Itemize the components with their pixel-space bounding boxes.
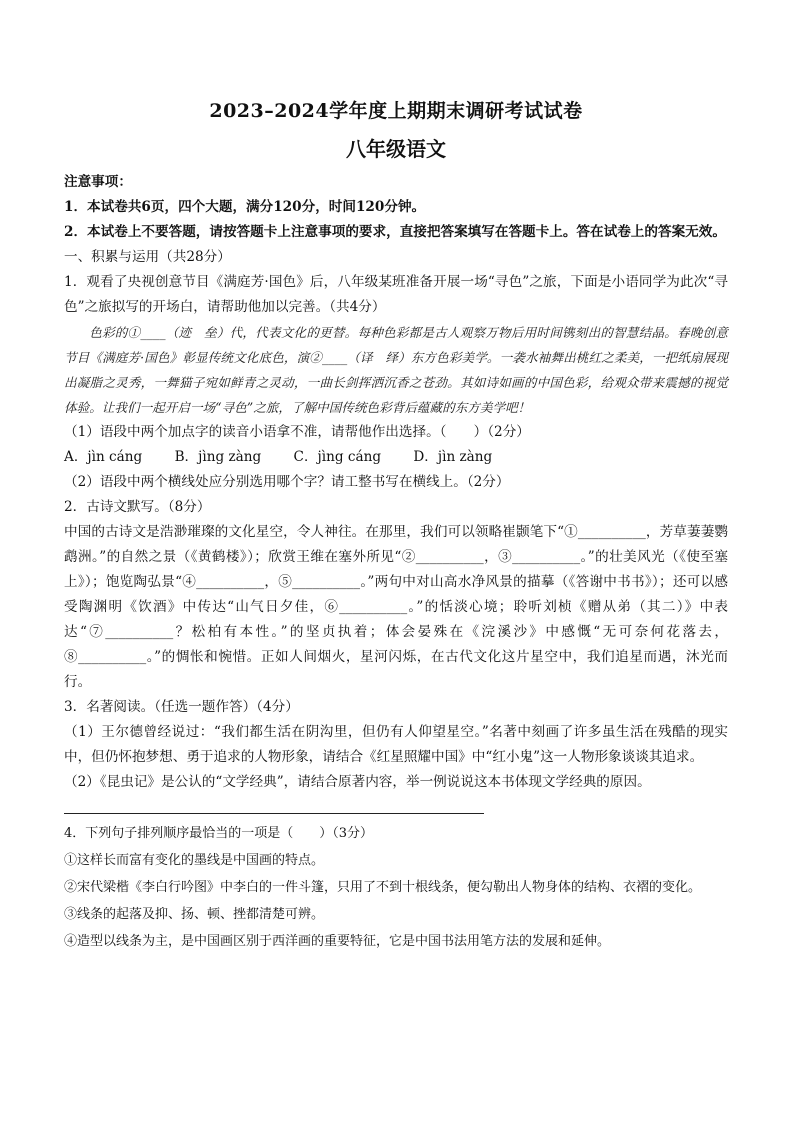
option-a: A．jìn cáng: [64, 449, 143, 465]
question-1-sub-2: （2）语段中两个横线处应分别选用哪个字？请工整书写在横线上。（2分）: [64, 474, 510, 490]
question-1-stem: 1．观看了央视创意节目《满庭芳·国色》后，八年级某班准备开展一场“寻色”之旅，下面是小语同学为此次“寻色”之旅拟写的开场白，请帮助他加以完善。（共4分）: [64, 274, 728, 315]
question-1-options: [64, 445, 728, 470]
question-4-sentence-3: ③线条的起落及抑、扬、顿、挫都清楚可辨。: [64, 907, 325, 922]
question-1-passage: 色彩的①____（迹 垒）代，代表文化的更替。每种色彩都是古人观察万物后用时间镌刻出的智慧结晶。春晚创意节目《满庭芳·国色》彰显传统文化底色，演②____（译 绎）东方色彩美学。一袭水袖舞出桃红之柔美，一把纸扇展现出凝脂之灵秀，一舞猫子宛如鲜青之灵动，一曲长剑挥洒沉香之苍劲。其如诗如画的中国色彩，给观众带来震撼的视觉体验。让我们一起开启一场“寻色”之旅，了解中国传统色彩背后蕴藏的东方美学吧！: [64, 325, 728, 415]
question-2-stem: 2．古诗文默写。（8分）: [64, 499, 211, 515]
question-4-sentence-4: ④造型以线条为主，是中国画区别于西洋画的重要特征，它是中国书法用笔方法的发展和延伸。: [64, 934, 611, 949]
notice-heading: 注意事项：: [64, 174, 132, 190]
question-4-sentence-2: ②宋代梁楷《李白行吟图》中李白的一件斗篷，只用了不到十根线条，便勾勒出人物身体的结构、衣褶的变化。: [64, 880, 702, 895]
separator-line: [64, 813, 484, 814]
question-3-sub-2: （2）《昆虫记》是公认的“文学经典”，请结合原著内容，举一例说说这本书体现文学经典的原因。: [64, 774, 651, 790]
question-1-sub-1: （1）语段中两个加点字的读音小语拿不准，请帮他作出选择。（ ）（2分）: [64, 424, 530, 440]
notice-item-2: 2．本试卷上不要答题，请按答题卡上注意事项的要求，直接把答案填写在答题卡上。答在试卷上的答案无效。: [64, 224, 726, 240]
option-c: C．jìng cáng: [293, 449, 382, 465]
question-4-sentence-1: ①这样长而富有变化的墨线是中国画的特点。: [64, 853, 325, 868]
notice-item-1: 1．本试卷共6页，四个大题，满分120分，时间120分钟。: [64, 199, 426, 215]
option-d: D．jìn zàng: [413, 449, 493, 465]
question-3-sub-1: （1）王尔德曾经说过：“我们都生活在阴沟里，但仍有人仰望星空。”名著中刻画了许多虽生活在残酷的现实中，但仍怀抱梦想、勇于追求的人物形象，请结合《红星照耀中国》中“红小鬼”这一人物形象谈谈其追求。: [64, 724, 728, 765]
exam-title: 2023–2024学年度上期期末调研考试试卷: [209, 100, 583, 122]
question-2-body: 中国的古诗文是浩渺璀璨的文化星空，令人神往。在那里，我们可以领略崔颢笔下“①__________，芳草萋萋鹦鹉洲。”的自然之景（《黄鹤楼》）；欣赏王维在塞外所见“②__________，③__________。”的壮美风光（《使至塞上》）；饱览陶弘景“④__________，⑤__________。”两句中对山高水净风景的描摹（《答谢中书书》）；还可以感受陶渊明《饮酒》中传达“山气日夕佳，⑥__________。”的恬淡心境；聆听刘桢《赠从弟（其二）》中表达“⑦__________？松柏有本性。”的坚贞执着；体会晏殊在《浣溪沙》中感慨“无可奈何花落去，⑧__________。”的惆怅和惋惜。正如人间烟火，星河闪烁，在古代文化这片星空中，我们追星而遇，沐光而行。: [64, 524, 728, 690]
option-b: B．jìng zàng: [174, 449, 262, 465]
exam-subject: 八年级语文: [346, 137, 446, 161]
section-heading: 一、积累与运用（共28分）: [64, 249, 231, 265]
question-3-stem: 3．名著阅读。（任选一题作答）（4分）: [64, 699, 299, 715]
question-4-stem: 4．下列句子排列顺序最恰当的一项是（ ）（3分）: [64, 826, 374, 841]
